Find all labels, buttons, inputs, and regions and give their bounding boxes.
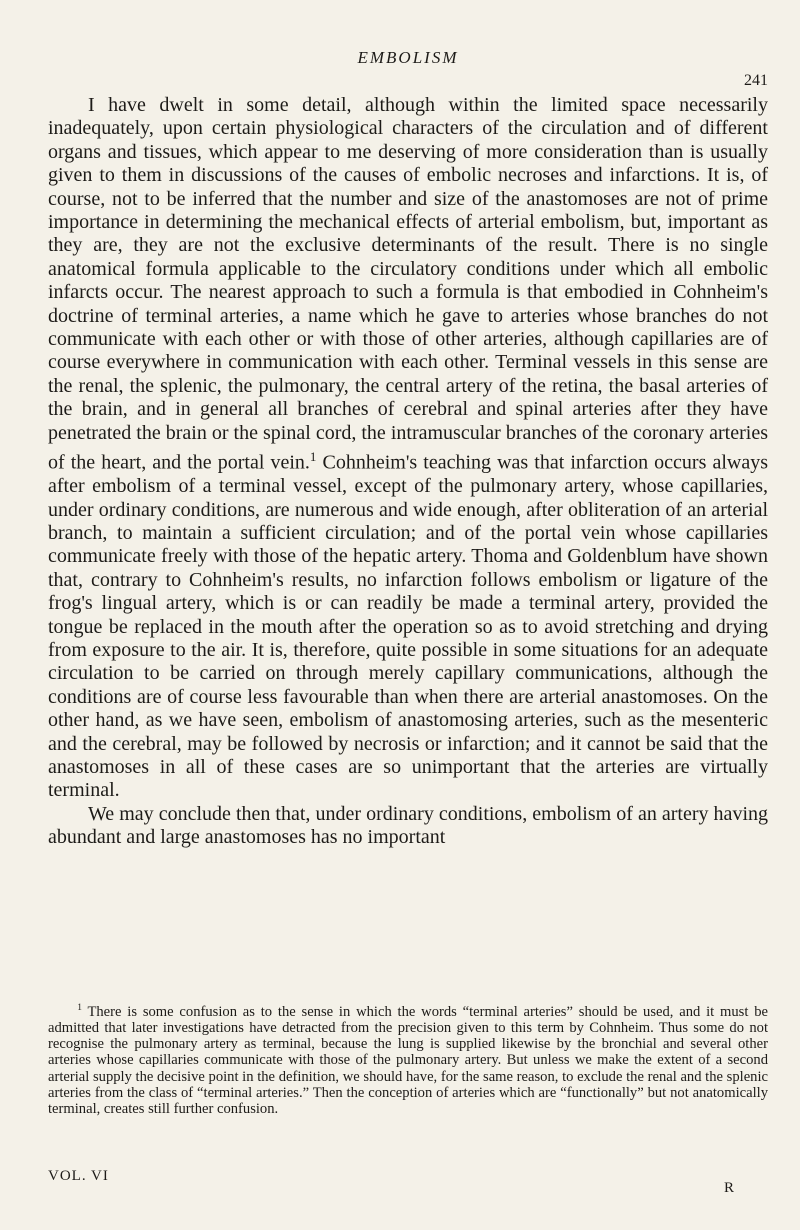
- main-text: [48, 94, 768, 850]
- footnote: [48, 1000, 768, 1117]
- running-title: EMBOLISM: [357, 48, 459, 67]
- paragraph-1-text: I have dwelt in some detail, although within the limited space necessarily inadequately, upon certain physiological characters of the circulation and of different organs and tissues, which appear to me deserving of more consideration than is usually given to them in discussions of the causes of embolic necroses and infarctions. It is, of course, not to be inferred that the number and size of the anastomoses are not of prime importance in determining the mechanical effects of arterial embolism, but, important as they are, they are not the exclusive determinants of the result. There is no single anatomical formula applicable to the circulatory conditions under which all embolic infarcts occur. The nearest approach to such a formula is that embodied in Cohnheim's doctrine of terminal arteries, a name which he gave to arteries whose branches do not communicate with each other or with those of other arteries, although capillaries are of course everywhere in communication with each other. Terminal vessels in this sense are the renal, the splenic, the pulmonary, the central artery of the retina, the basal arteries of the brain, and in general all branches of cerebral and spinal arteries after they have penetrated the brain or the spinal cord, the intramuscular branches of the coronary arteries of the heart, and the portal vein.: [48, 94, 768, 474]
- volume-label: VOL. VI: [48, 1168, 109, 1184]
- paragraph-1: [48, 94, 768, 803]
- footnote-marker: 1: [77, 1003, 82, 1013]
- signature-mark: R: [723, 1180, 734, 1196]
- paragraph-1-continuation: Cohnheim's teaching was that infarction occurs always after embolism of a terminal vessel, except of the pulmonary artery, whose capillaries, under ordinary conditions, are numerous and wide enough, after obliteration of an arterial branch, to maintain a sufficient circulation; and of the portal vein whose capillaries communicate freely with those of the hepatic artery. Thoma and Goldenblum have shown that, contrary to Cohnheim's results, no infarction follows embolism or ligature of the frog's lingual artery, which is or can readily be made a terminal artery, provided the tongue be replaced in the mouth after the operation so as to avoid stretching and drying from exposure to the air. It is, therefore, quite possible in some situations for an adequate circulation to be carried on through merely capillary communications, although the conditions are of course less favourable than when there are arterial anastomoses. On the other hand, as we have seen, embolism of anastomosing arteries, such as the mesenteric and the cerebral, may be followed by necrosis or infarction; and it cannot be said that the anastomoses in all of these cases are so unimportant that the arteries are virtually terminal.: [48, 451, 768, 802]
- footnote-reference: 1: [309, 449, 317, 465]
- footnote-text: There is some confusion as to the sense in which the words “terminal arteries” should be used, and it must be admitted that later investigations have detracted from the precision given to this term by Cohnheim. Thus some do not recognise the pulmonary artery as terminal, because the lung is supplied likewise by the bronchial and several other arteries whose capillaries communicate with those of the pulmonary artery. But unless we make the extent of a second arterial supply the decisive point in the definition, we should have, for the same reason, to exclude the renal and the splenic arteries from the class of “terminal arteries.” Then the conception of arteries which are “functionally” but not anatomically terminal, creates still further confusion.: [48, 1003, 768, 1118]
- book-page: [48, 0, 768, 1230]
- page-number: 241: [744, 72, 768, 89]
- paragraph-2: We may conclude then that, under ordinary conditions, embolism of an artery having abundant and large anastomoses has no important: [48, 802, 768, 849]
